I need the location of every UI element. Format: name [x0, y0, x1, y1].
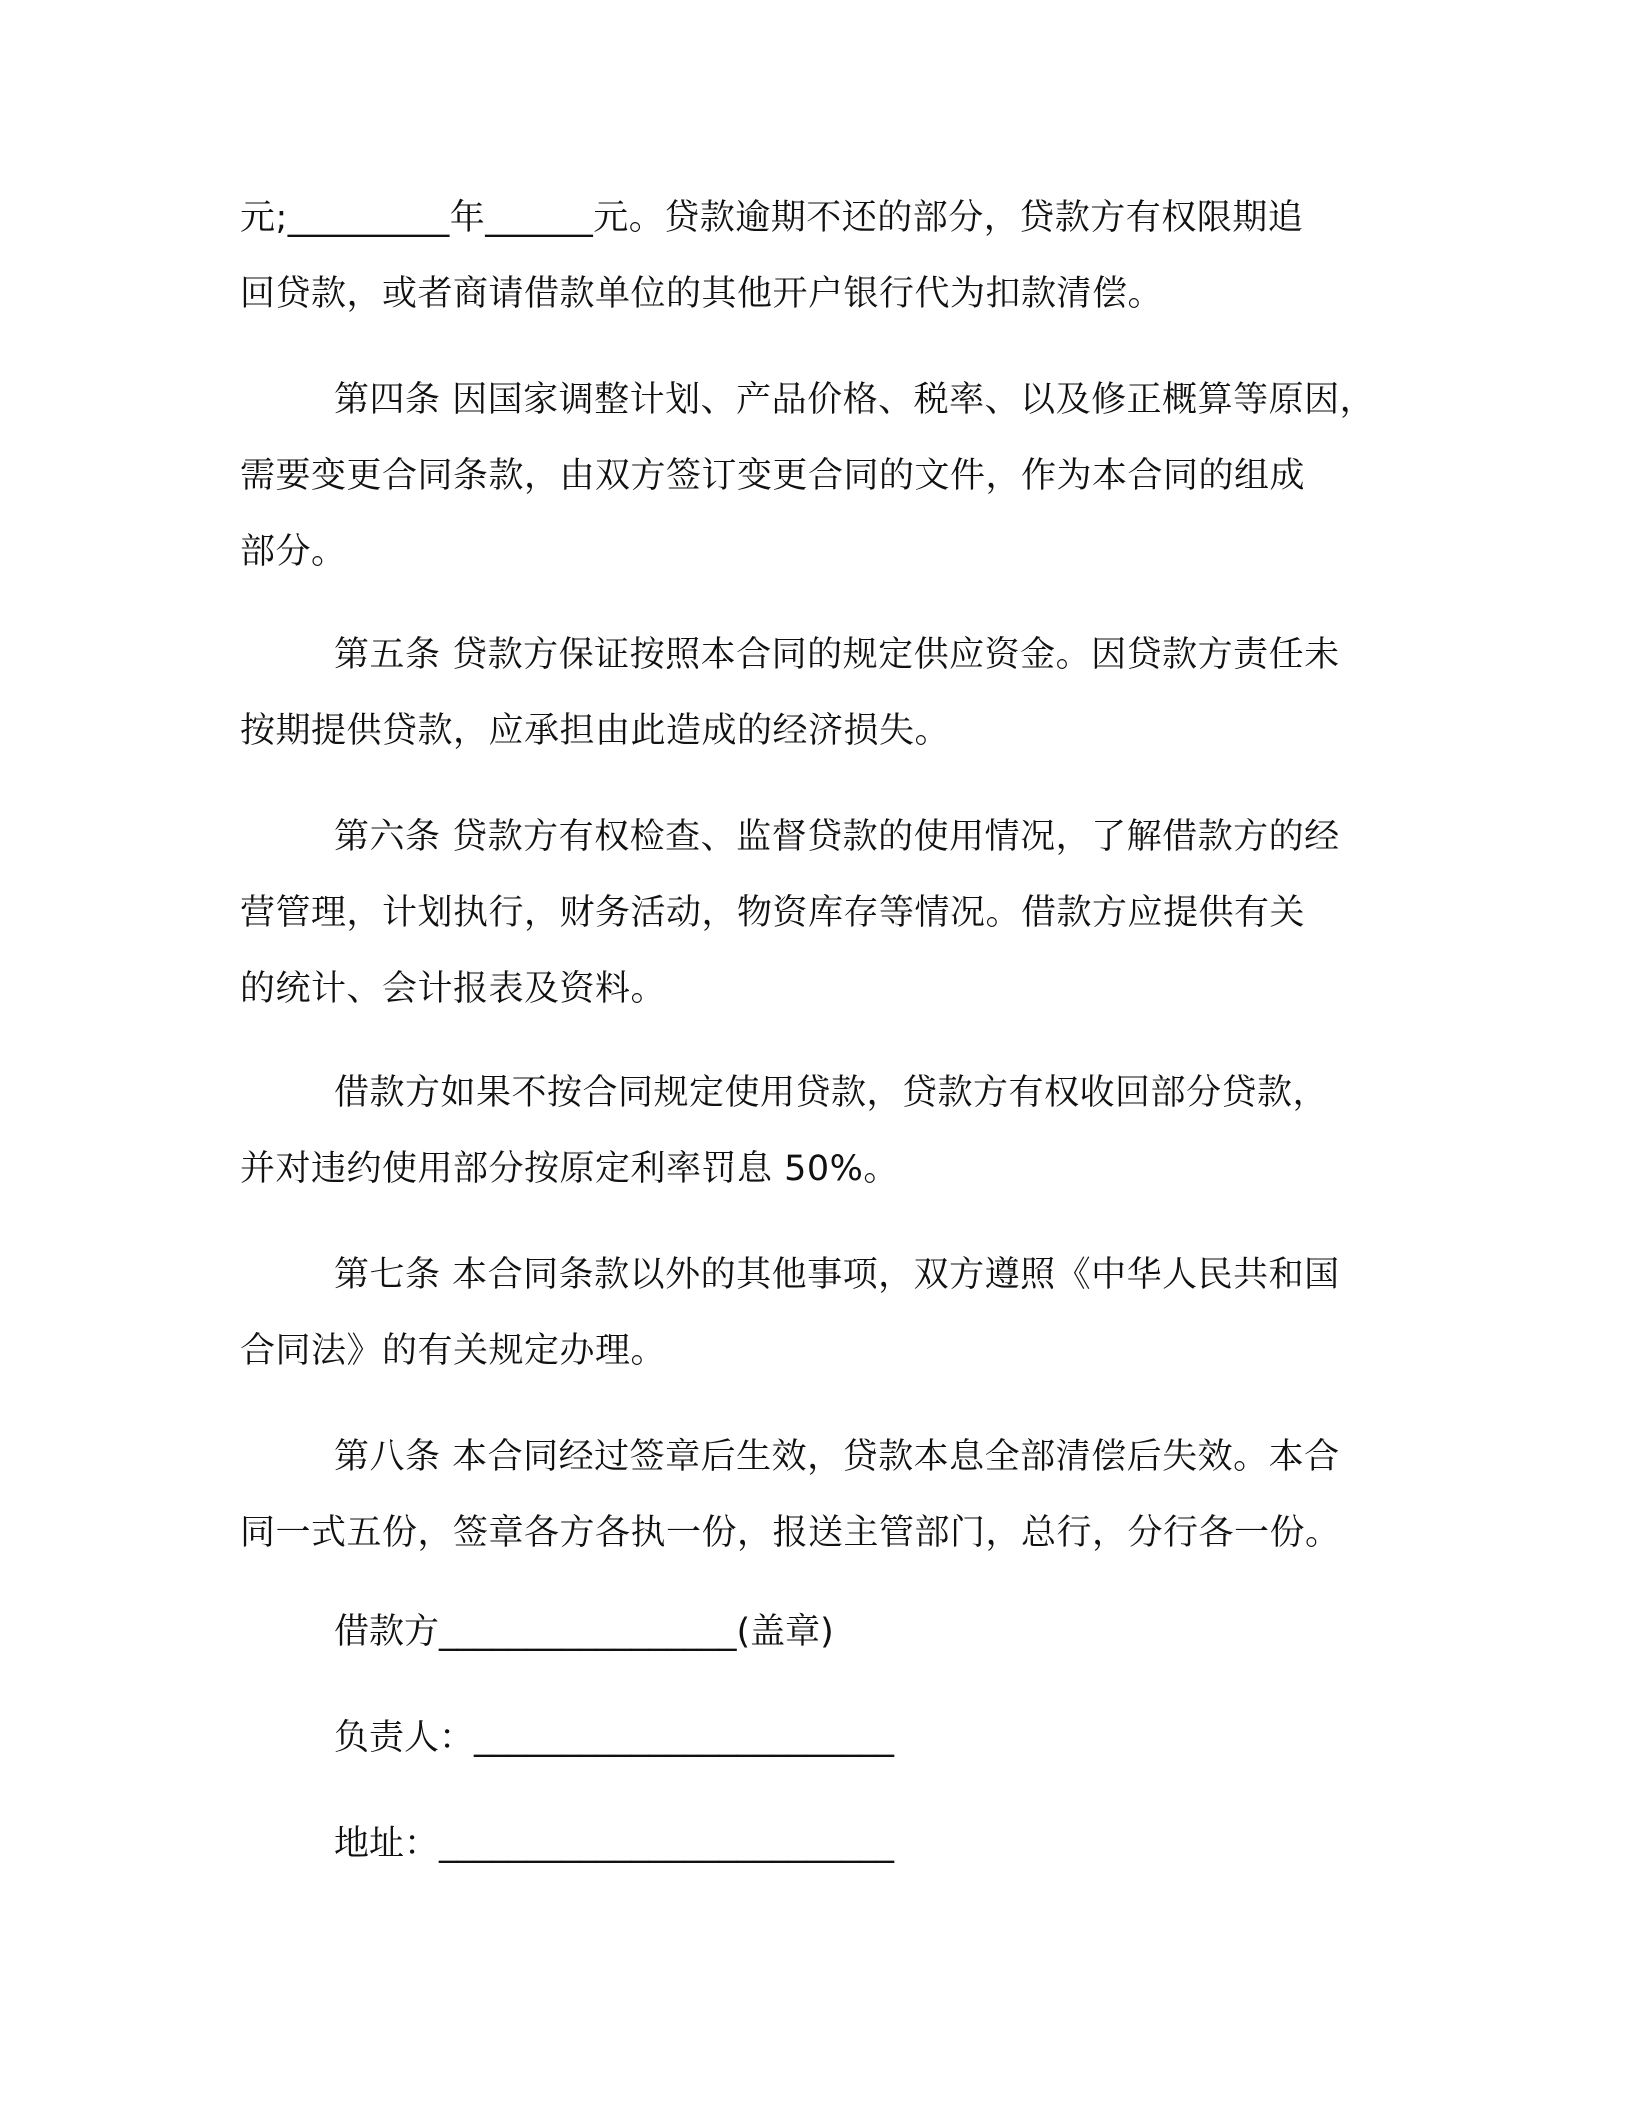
paragraph-line: 第八条 本合同经过签章后生效，贷款本息全部清偿后失效。本合: [334, 1437, 1340, 1477]
article-7-paragraph: [240, 1237, 1420, 1389]
paragraph-line: 元;_________年______元。贷款逾期不还的部分，贷款方有权限期追: [240, 198, 1304, 238]
paragraph-line: 需要变更合同条款，由双方签订变更合同的文件，作为本合同的组成: [240, 456, 1306, 496]
paragraph-line: 第五条 贷款方保证按照本合同的规定供应资金。因贷款方责任未: [334, 635, 1340, 675]
paragraph-line: 部分。: [240, 532, 347, 572]
article-8-paragraph: [240, 1419, 1420, 1571]
paragraph-line: 借款方如果不按合同规定使用贷款，贷款方有权收回部分贷款，: [334, 1073, 1329, 1113]
continuation-paragraph: [240, 180, 1420, 332]
paragraph-line: 按期提供贷款，应承担由此造成的经济损失。: [240, 711, 951, 751]
paragraph-line: 并对违约使用部分按原定利率罚息 50%。: [240, 1149, 899, 1189]
paragraph-line: 回贷款，或者商请借款单位的其他开户银行代为扣款清偿。: [240, 274, 1164, 314]
article-4-paragraph: [240, 362, 1420, 590]
address-line: 地址：__________________________: [334, 1824, 895, 1864]
article-6-paragraph: [240, 799, 1420, 1027]
responsible-person-line: 负责人：________________________: [334, 1718, 895, 1758]
borrower-signature-line: 借款方_________________(盖章): [334, 1612, 834, 1652]
paragraph-line: 同一式五份，签章各方各执一份，报送主管部门，总行，分行各一份。: [240, 1513, 1341, 1553]
article-6-penalty-paragraph: [240, 1055, 1420, 1207]
paragraph-line: 合同法》的有关规定办理。: [240, 1331, 667, 1371]
article-5-paragraph: [240, 617, 1420, 769]
paragraph-line: 营管理，计划执行，财务活动，物资库存等情况。借款方应提供有关: [240, 893, 1306, 933]
paragraph-line: 的统计、会计报表及资料。: [240, 969, 667, 1009]
paragraph-line: 第七条 本合同条款以外的其他事项，双方遵照《中华人民共和国: [334, 1255, 1340, 1295]
paragraph-line: 第四条 因国家调整计划、产品价格、税率、以及修正概算等原因，: [334, 380, 1376, 420]
paragraph-line: 第六条 贷款方有权检查、监督贷款的使用情况，了解借款方的经: [334, 817, 1340, 857]
